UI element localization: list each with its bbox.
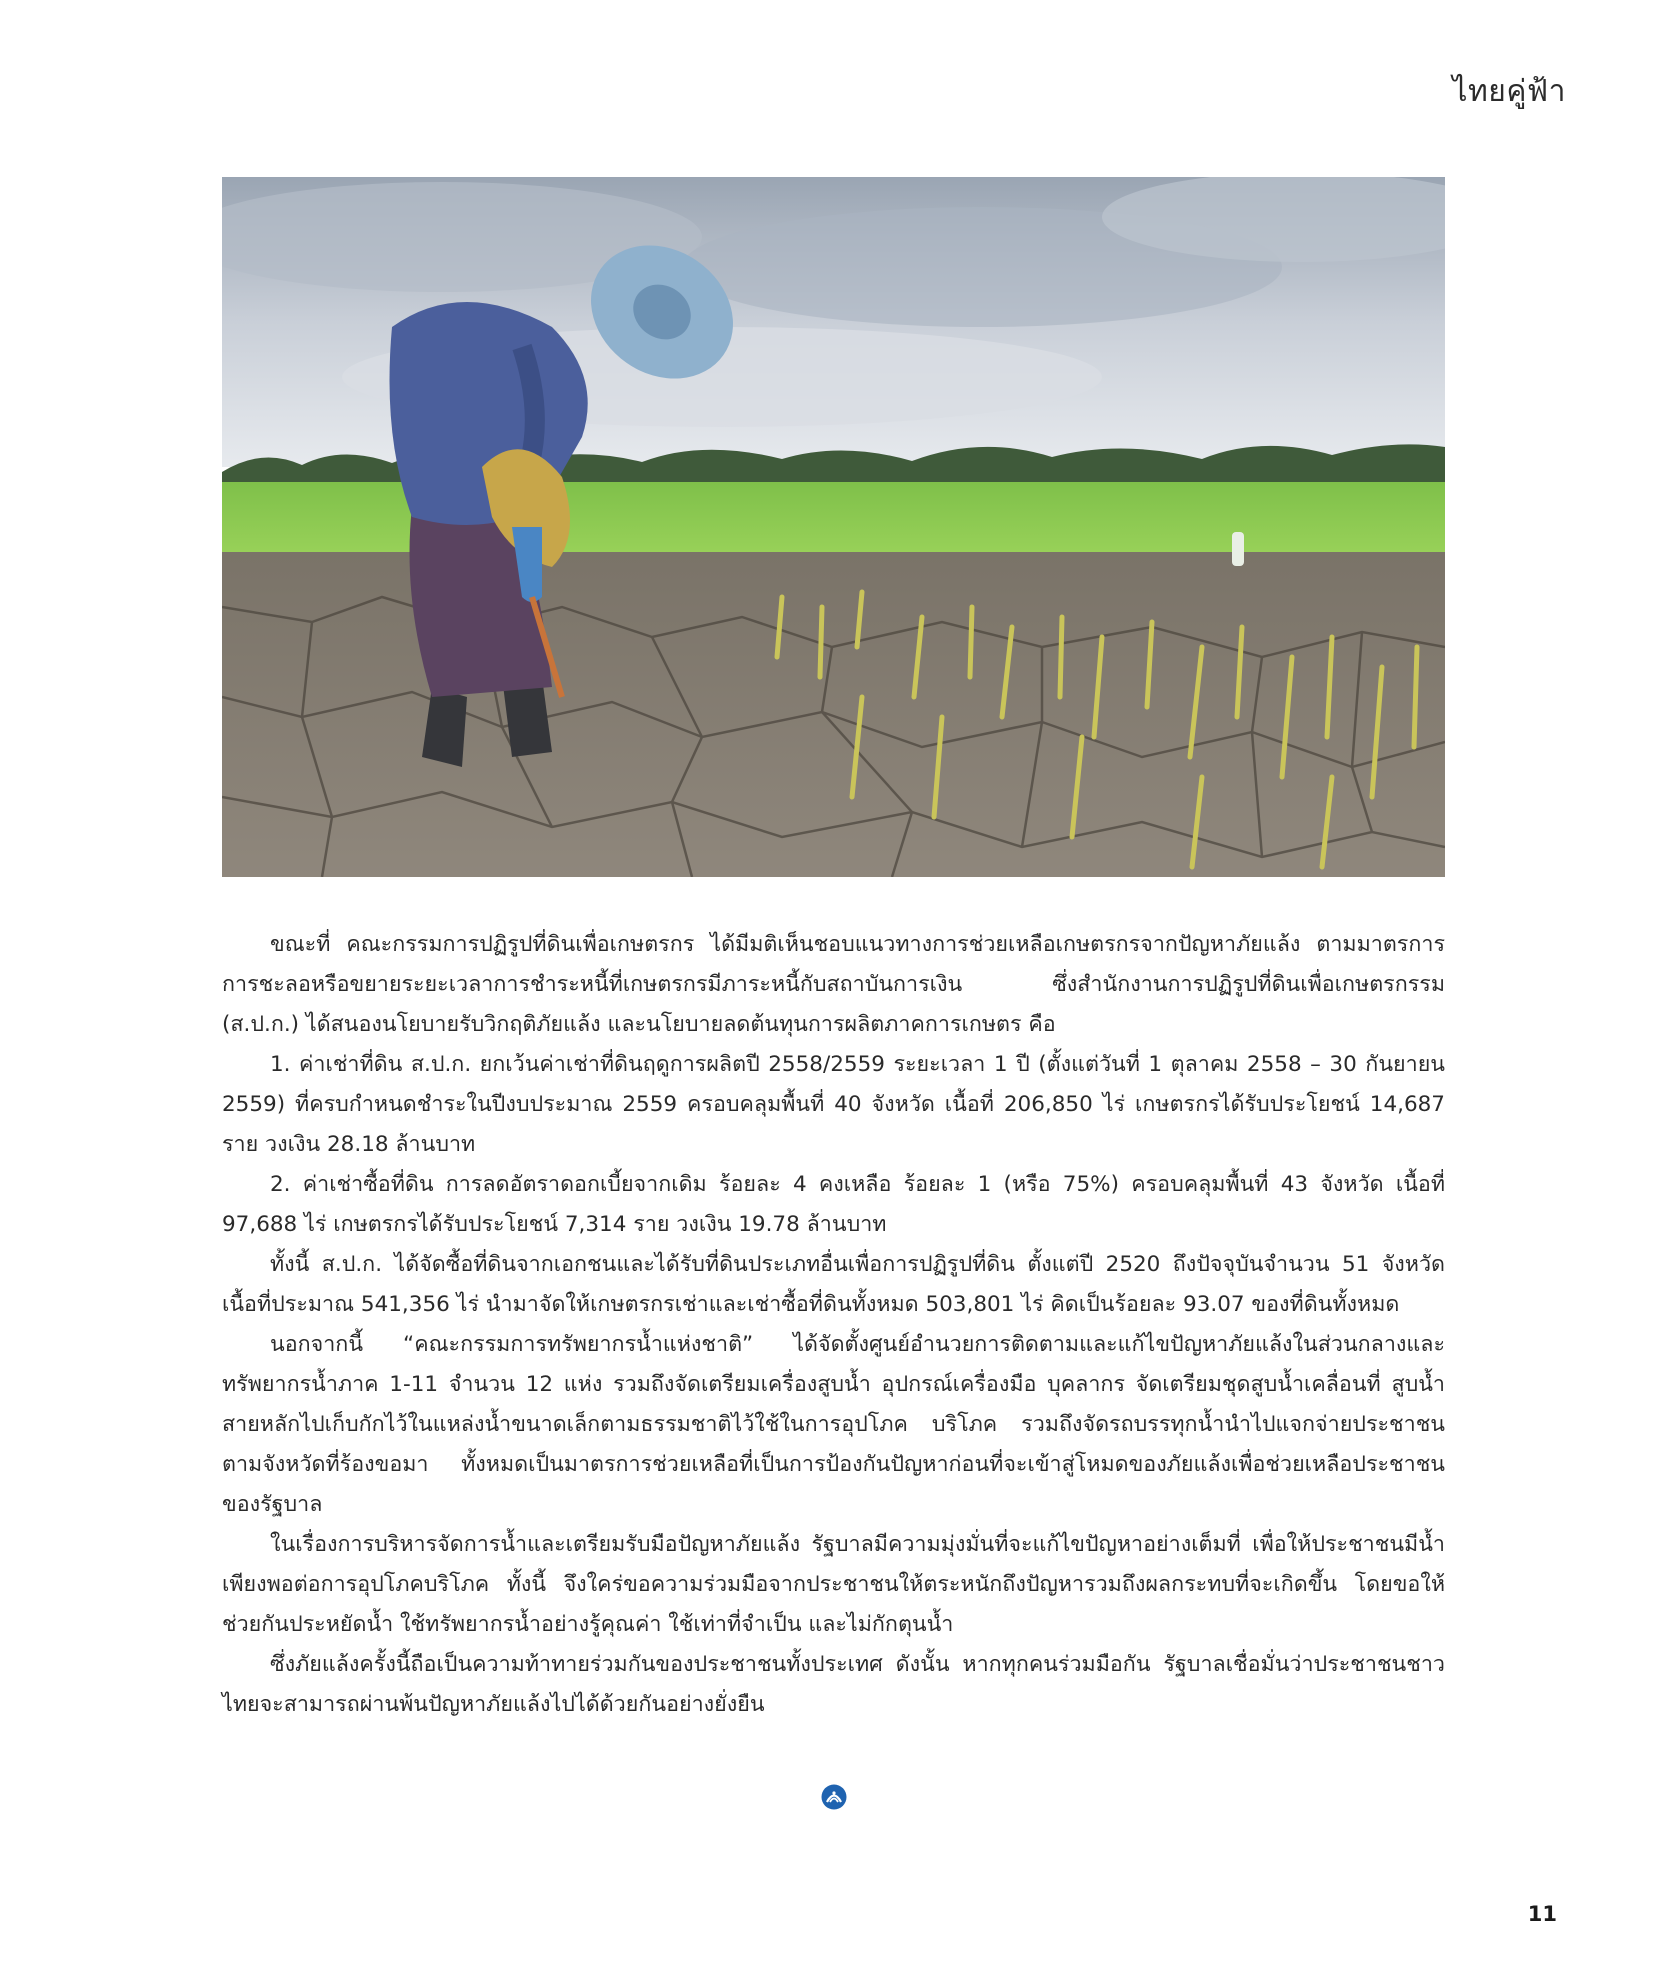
paragraph-conclusion: ซึ่งภัยแล้งครั้งนี้ถือเป็นความท้าทายร่วมกันของประชาชนทั้งประเทศ ดังนั้น หากทุกคนร่วมมือกัน รัฐบาลเชื่อมั่นว่าประชาชนชาวไทยจะสามารถผ่านพ้นปัญหาภัยแล้งไปได้ด้วยกันอย่างยั่งยืน (222, 1652, 1445, 1717)
farmer-drought-photo (222, 177, 1445, 877)
publication-logo-icon (821, 1784, 847, 1810)
paragraph-water-management: ในเรื่องการบริหารจัดการน้ำและเตรียมรับมือปัญหาภัยแล้ง รัฐบาลมีความมุ่งมั่นที่จะแก้ไขปัญหาอย่างเต็มที่ เพื่อให้ประชาชนมีน้ำเพียงพอต่อการอุปโภคบริโภค ทั้งนี้ จึงใคร่ขอความร่วมมือจากประชาชนให้ตระหนักถึงปัญหารวมถึงผลกระทบที่จะเกิดขึ้น โดยขอให้ช่วยกันประหยัดน้ำ ใช้ทรัพยากรน้ำอย่างรู้คุณค่า ใช้เท่าที่จำเป็น และไม่กักตุนน้ำ (222, 1532, 1445, 1637)
farmer-in-drought-rice-field-icon (222, 177, 1445, 877)
magazine-title: ไทยคู่ฟ้า (1452, 74, 1566, 109)
article-body (222, 925, 1445, 1725)
paragraph-land-rent: 1. ค่าเช่าที่ดิน ส.ป.ก. ยกเว้นค่าเช่าที่ดินฤดูการผลิตปี 2558/2559 ระยะเวลา 1 ปี (ตั้งแต่วันที่ 1 ตุลาคม 2558 – 30 กันยายน 2559) ที่ครบกำหนดชำระในปีงบประมาณ 2559 ครอบคลุมพื้นที่ 40 จังหวัด เนื้อที่ 206,850 ไร่ เกษตรกรได้รับประโยชน์ 14,687 ราย วงเงิน 28.18 ล้านบาท (222, 1052, 1445, 1157)
paragraph-land-purchase: ทั้งนี้ ส.ป.ก. ได้จัดซื้อที่ดินจากเอกชนและได้รับที่ดินประเภทอื่นเพื่อการปฏิรูปที่ดิน ตั้งแต่ปี 2520 ถึงปัจจุบันจำนวน 51 จังหวัด เนื้อที่ประมาณ 541,356 ไร่ นำมาจัดให้เกษตรกรเช่าและเช่าซื้อที่ดินทั้งหมด 503,801 ไร่ คิดเป็นร้อยละ 93.07 ของที่ดินทั้งหมด (222, 1252, 1445, 1317)
page-number: 11 (1527, 1902, 1557, 1926)
paragraph-water-committee: นอกจากนี้ “คณะกรรมการทรัพยากรน้ำแห่งชาติ” ได้จัดตั้งศูนย์อำนวยการติดตามและแก้ไขปัญหาภัยแล้งในส่วนกลางและทรัพยากรน้ำภาค 1-11 จำนวน 12 แห่ง รวมถึงจัดเตรียมเครื่องสูบน้ำ อุปกรณ์เครื่องมือ บุคลากร จัดเตรียมชุดสูบน้ำเคลื่อนที่ สูบน้ำสายหลักไปเก็บกักไว้ในแหล่งน้ำขนาดเล็กตามธรรมชาติไว้ใช้ในการอุปโภค บริโภค รวมถึงจัดรถบรรทุกน้ำนำไปแจกจ่ายประชาชนตามจังหวัดที่ร้องขอมา ทั้งหมดเป็นมาตรการช่วยเหลือที่เป็นการป้องกันปัญหาก่อนที่จะเข้าสู่โหมดของภัยแล้งเพื่อช่วยเหลือประชาชนของรัฐบาล (222, 1332, 1445, 1517)
paragraph-intro: ขณะที่ คณะกรรมการปฏิรูปที่ดินเพื่อเกษตรกร ได้มีมติเห็นชอบแนวทางการช่วยเหลือเกษตรกรจากปัญหาภัยแล้ง ตามมาตรการการชะลอหรือขยายระยะเวลาการชำระหนี้ที่เกษตรกรมีภาระหนี้กับสถาบันการเงิน ซึ่งสำนักงานการปฏิรูปที่ดินเพื่อเกษตรกรรม (ส.ป.ก.) ได้สนองนโยบายรับวิกฤติภัยแล้ง และนโยบายลดต้นทุนการผลิตภาคการเกษตร คือ (222, 932, 1445, 1037)
paragraph-hire-purchase: 2. ค่าเช่าซื้อที่ดิน การลดอัตราดอกเบี้ยจากเดิม ร้อยละ 4 คงเหลือ ร้อยละ 1 (หรือ 75%) ครอบคลุมพื้นที่ 43 จังหวัด เนื้อที่ 97,688 ไร่ เกษตรกรได้รับประโยชน์ 7,314 ราย วงเงิน 19.78 ล้านบาท (222, 1172, 1445, 1237)
